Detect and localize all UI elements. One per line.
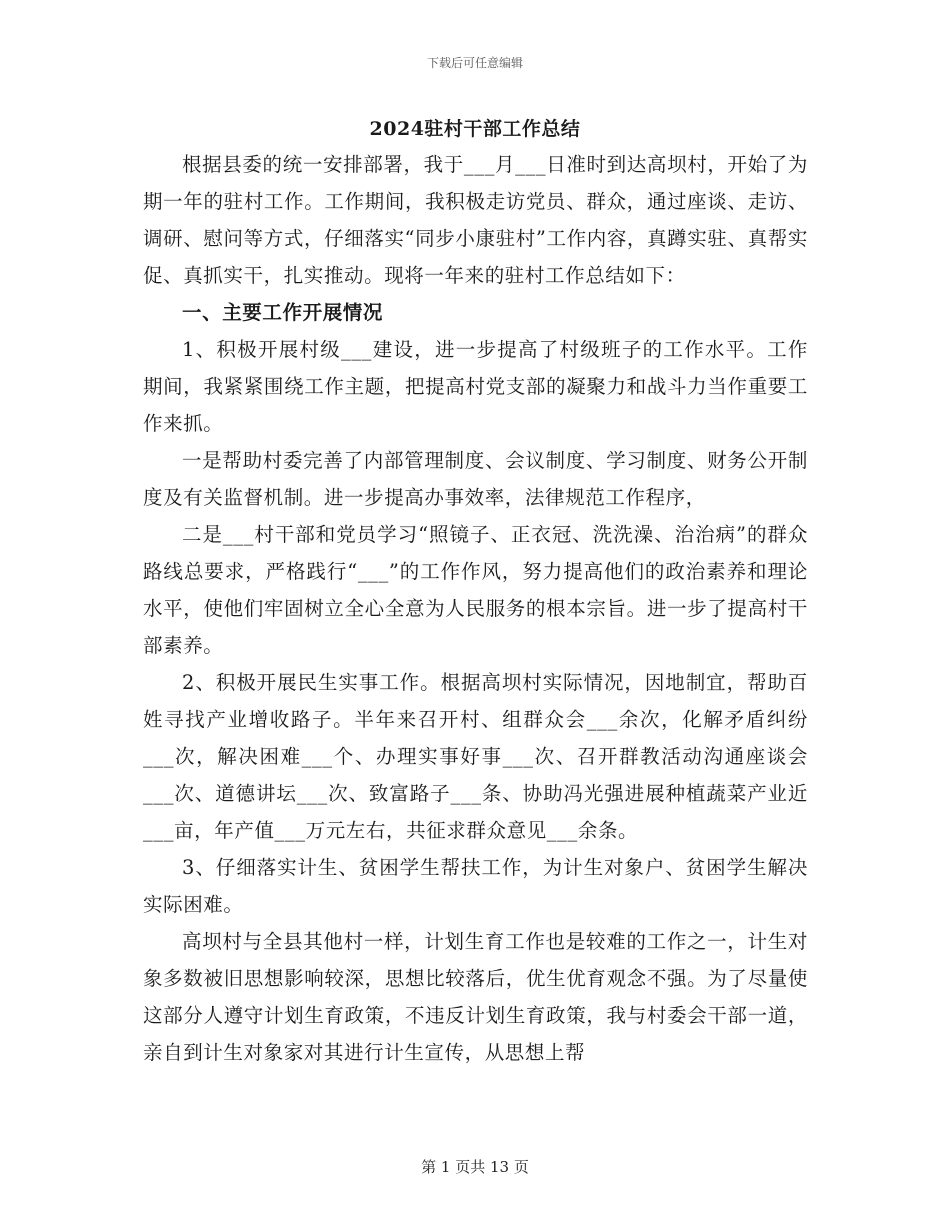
paragraph-item-3: 3、仔细落实计生、贫困学生帮扶工作，为计生对象户、贫困学生解决实际困难。 bbox=[143, 856, 808, 916]
paragraph-point-1: 一是帮助村委完善了内部管理制度、会议制度、学习制度、财务公开制度及有关监督机制。进一步提高办事效率，法律规范工作程序， bbox=[143, 449, 808, 509]
paragraph-item-1: 1、积极开展村级___建设，进一步提高了村级班子的工作水平。工作期间，我紧紧围绕工作主题，把提高村党支部的凝聚力和战斗力当作重要工作来抓。 bbox=[143, 338, 808, 435]
page-number: 第 1 页共 13 页 bbox=[421, 1158, 529, 1176]
paragraph-intro: 根据县委的统一安排部署，我于___月___日准时到达高坝村，开始了为期一年的驻村工作。工作期间，我积极走访党员、群众，通过座谈、走访、调研、慰问等方式，仔细落实“同步小康驻村”工作内容，真蹲实驻、真帮实促、真抓实干，扎实推动。现将一年来的驻村工作总结如下： bbox=[143, 153, 808, 287]
paragraph-item-2: 2、积极开展民生实事工作。根据高坝村实际情况，因地制宜，帮助百姓寻找产业增收路子。半年来召开村、组群众会___余次，化解矛盾纠纷___次，解决困难___个、办理实事好事___次、召开群教活动沟通座谈会___次、道德讲坛___次、致富路子___条、协助冯光强进展种植蔬菜产业近___亩，年产值___万元左右，共征求群众意见___余条。 bbox=[143, 671, 808, 842]
paragraph-family-planning: 高坝村与全县其他村一样，计划生育工作也是较难的工作之一，计生对象多数被旧思想影响较深，思想比较落后，优生优育观念不强。为了尽量使这部分人遵守计划生育政策，不违反计划生育政策，我与村委会干部一道，亲自到计生对象家对其进行计生宣传，从思想上帮 bbox=[143, 930, 808, 1064]
document-title: 2024驻村干部工作总结 bbox=[369, 118, 581, 140]
document-body bbox=[143, 146, 808, 1071]
paragraph-point-2: 二是___村干部和党员学习“照镜子、正衣冠、洗洗澡、治治病”的群众路线总要求，严格践行“___”的工作作风，努力提高他们的政治素养和理论水平，使他们牢固树立全心全意为人民服务的根本宗旨。进一步了提高村干部素养。 bbox=[143, 523, 808, 657]
section-heading: 一、主要工作开展情况 bbox=[182, 301, 384, 324]
page-header-note: 下载后可任意编辑 bbox=[426, 56, 523, 70]
